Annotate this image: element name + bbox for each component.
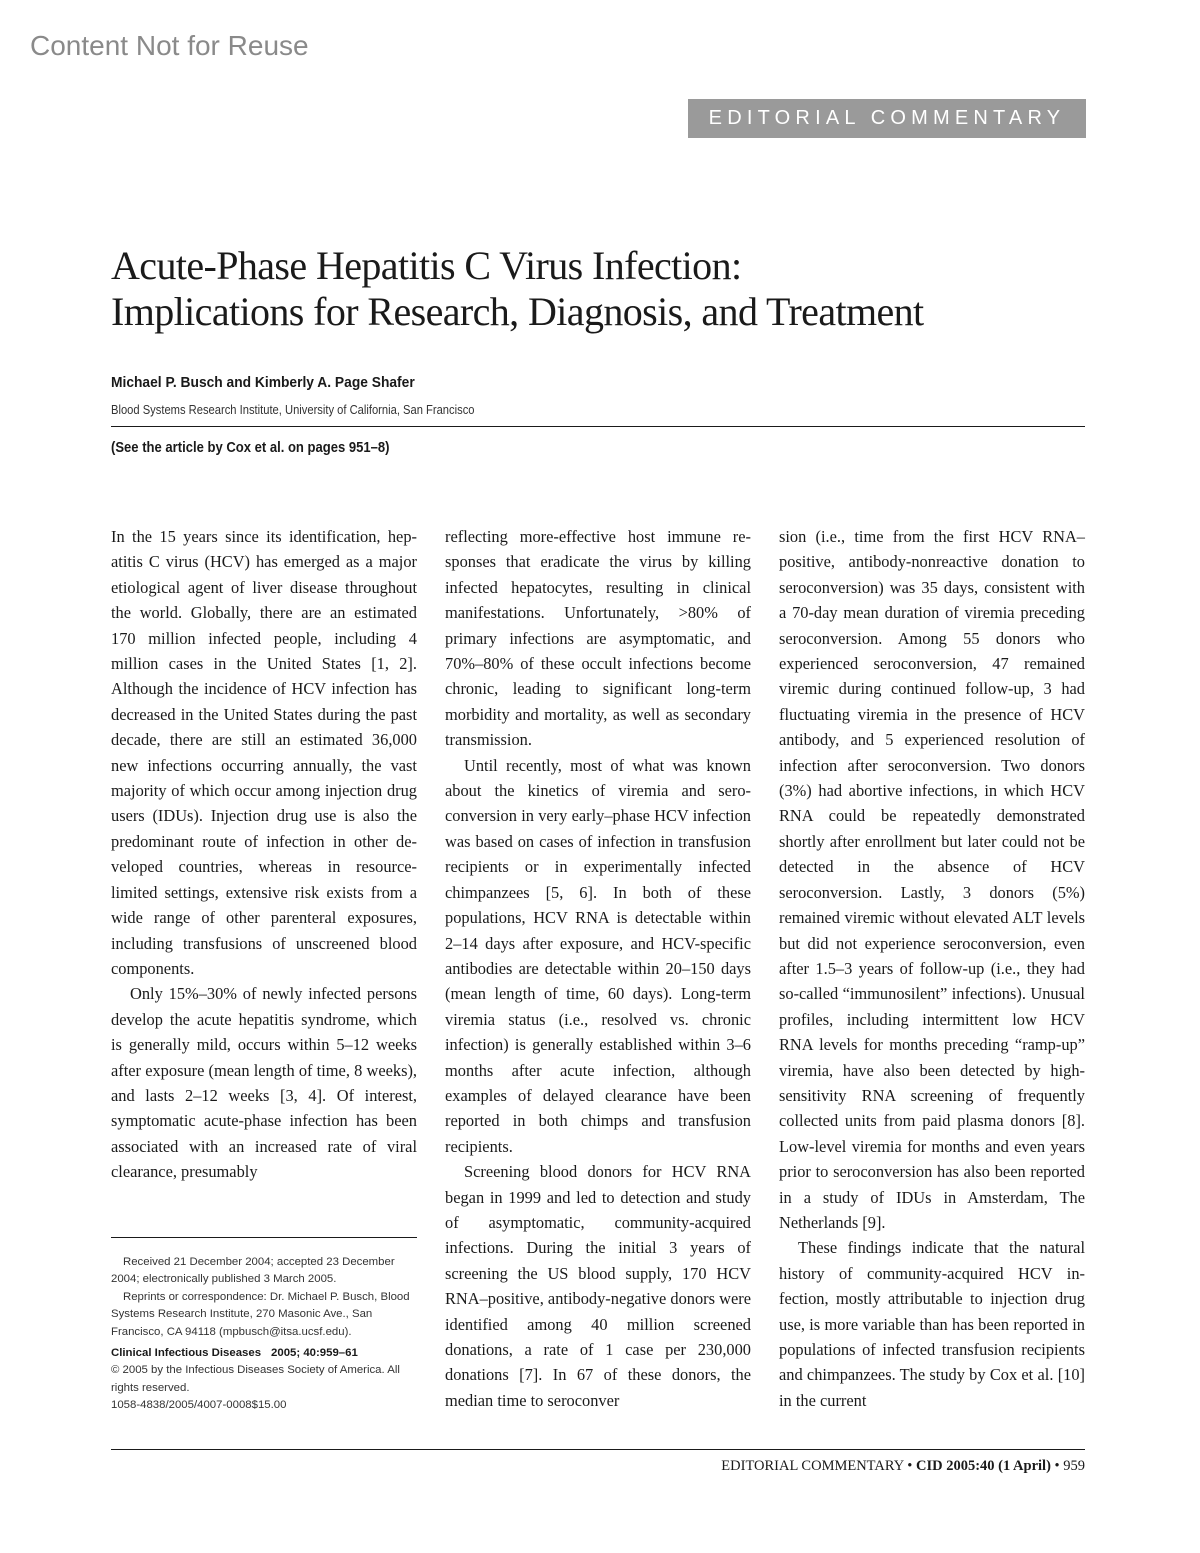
watermark: Content Not for Reuse <box>30 30 309 61</box>
title-line-1: Acute-Phase Hepatitis C Virus Infection: <box>111 243 742 288</box>
page-number: 959 <box>1063 1458 1085 1474</box>
journal-citation <box>111 1345 417 1362</box>
running-footer <box>721 1458 1085 1475</box>
copyright-note: © 2005 by the Infectious Diseases Society of America. All rights reserved. <box>111 1364 400 1394</box>
footer-journal: CID 2005:40 <box>915 1458 995 1474</box>
article-code: 1058-4838/2005/4007-0008$15.00 <box>111 1399 287 1412</box>
paragraph: Until recently, most of what was known about the kinetics of viremia and seroconversion in very early–phase HCV infection was based on cases of infection in transfusion recipients or in experimentally infected chimpanzees [5, 6]. In both of these populations, HCV RNA is detectable within 2–14 days after exposure, and HCV-specific antibodies are detectable within 20–150 days (mean length of time, 60 days). Long-term viremia status (i.e., resolved vs. chronic infection) is generally established within 3–6 months after acute infection, although examples of delayed clearance have been reported in both chimps and transfusion recipients. <box>445 755 751 1156</box>
article-title <box>111 243 1091 335</box>
text-column-3 <box>779 524 1085 1413</box>
footer-section: EDITORIAL COMMENTARY <box>721 1458 904 1474</box>
header-divider <box>111 426 1085 427</box>
article-footnotes <box>111 1254 417 1415</box>
title-line-2: Implications for Research, Diagnosis, and Treatment <box>111 289 924 334</box>
footnote-divider <box>111 1237 417 1238</box>
correspondence-note: Reprints or correspondence: Dr. Michael P. Busch, Blood Systems Research Institute, 270 Masonic Ave., San Francisco, CA 94118 (mpbusch@itsa.ucsf.edu). <box>111 1290 410 1338</box>
related-article-note: (See the article by Cox et al. on pages 951–8) <box>111 440 390 456</box>
paragraph: These findings indicate that the natural history of community-acquired HCV infection, mostly attributable to injection drug use, is more variable than has been reported in populations of infected transfusion recipients and chimpanzees. The study by Cox et al. [10] in the current <box>779 1238 1085 1410</box>
paragraph: reflecting more-effective host immune responses that eradicate the virus by killing infected hepatocytes, resulting in clinical manifestations. Unfortunately, >80% of primary infections are asymptomatic, and 70%–80% of these occult infections become chronic, leading to significant long-term morbidity and mortality, as well as secondary transmission. <box>445 527 751 750</box>
text-column-2 <box>445 524 751 1413</box>
paragraph: sion (i.e., time from the first HCV RNA–positive, antibody-nonreactive donation to seroconversion) was 35 days, consistent with a 70-day mean duration of viremia preceding seroconversion. Among 55 donors who experienced seroconversion, 47 remained viremic during continued follow-up, 3 had fluctuating viremia in the presence of HCV antibody, and 5 experienced resolution of infection after seroconversion. Two donors (3%) had abortive infections, in which HCV RNA could be repeatedly demonstrated shortly after enrollment but later could not be detected in the absence of HCV seroconversion. Lastly, 3 donors (5%) remained viremic without elevated ALT levels but did not experience seroconversion, even after 1.5–3 years of follow-up (i.e., they had so-called “immunosilent” infections). Unusual profiles, including intermittent low HCV RNA levels for months preceding “ramp-up” viremia, have also been detected by high-sensitivity RNA screening of frequently collected units from paid plasma donors [8]. Low-level viremia for months and even years prior to seroconversion has also been reported in a study of IDUs in Amsterdam, The Netherlands [9]. <box>779 527 1085 1232</box>
affiliation: Blood Systems Research Institute, University of California, San Francisco <box>111 402 475 417</box>
section-banner: EDITORIAL COMMENTARY <box>688 99 1086 138</box>
journal-volume: 2005; 40:959–61 <box>271 1347 358 1360</box>
paragraph: In the 15 years since its identification, hepatitis C virus (HCV) has emerged as a major etiological agent of liver disease throughout the world. Globally, there are an estimated 170 million infected people, including 4 million cases in the United States [1, 2]. Although the incidence of HCV infection has decreased in the United States during the past decade, there are still an estimated 36,000 new infections occurring annually, the vast majority of which occur among injection drug users (IDUs). Injection drug use is also the predominant route of infection in other developed countries, whereas in resource-limited settings, extensive risk exists from a wide range of other parenteral exposures, including transfusions of unscreened blood components. <box>111 527 417 978</box>
paragraph: Screening blood donors for HCV RNA began in 1999 and led to detection and study of asymptomatic, community-acquired infections. During the initial 3 years of screening the US blood supply, 170 HCV RNA–positive, antibody-negative donors were identified among 40 million screened donations, a rate of 1 case per 230,000 donations [7]. In 67 of these donors, the median time to seroconver <box>445 1162 751 1410</box>
footer-divider <box>111 1449 1085 1450</box>
paragraph: Only 15%–30% of newly infected persons develop the acute hepatitis syndrome, which is generally mild, occurs within 5–12 weeks after exposure (mean length of time, 8 weeks), and lasts 2–12 weeks [3, 4]. Of interest, symptomatic acute-phase infection has been associated with an increased rate of viral clearance, presumably <box>111 984 417 1182</box>
footer-bullet: • <box>1050 1458 1064 1474</box>
footer-date: (1 April) <box>994 1458 1051 1474</box>
authors: Michael P. Busch and Kimberly A. Page Shafer <box>111 374 415 391</box>
journal-name: Clinical Infectious Diseases <box>111 1347 262 1360</box>
text-column-1 <box>111 524 417 1185</box>
footer-bullet: • <box>903 1458 916 1474</box>
received-note: Received 21 December 2004; accepted 23 December 2004; electronically published 3 March 2005. <box>111 1256 395 1286</box>
